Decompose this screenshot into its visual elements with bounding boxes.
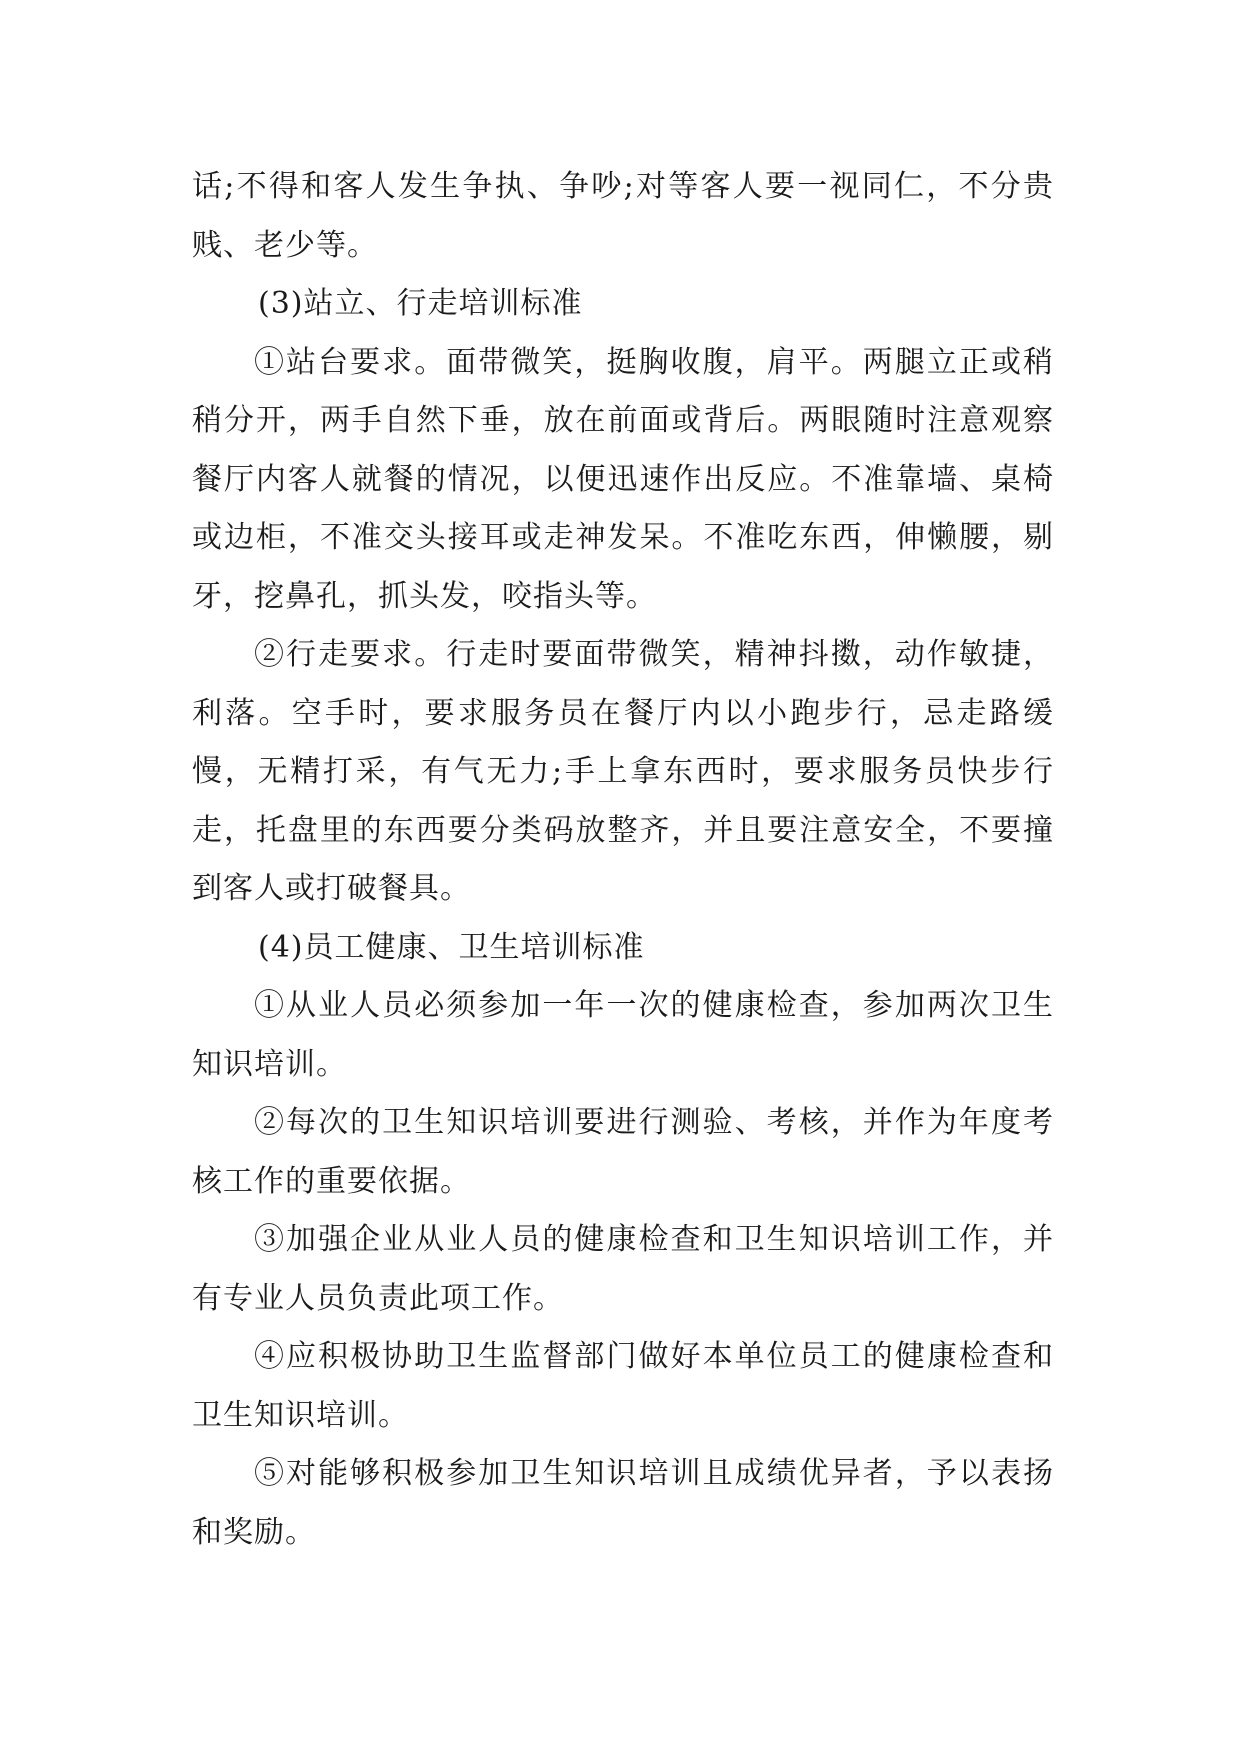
paragraph-health-item-3: ③加强企业从业人员的健康检查和卫生知识培训工作，并有专业人员负责此项工作。 — [192, 1222, 1054, 1316]
paragraph-health-item-2: ②每次的卫生知识培训要进行测验、考核，并作为年度考核工作的重要依据。 — [192, 1105, 1054, 1199]
document-body — [192, 158, 1054, 1562]
paragraph-continuation: 话;不得和客人发生争执、争吵;对等客人要一视同仁，不分贵贱、老少等。 — [192, 169, 1054, 263]
section-heading-standing-walking: (3)站立、行走培训标准 — [258, 286, 583, 321]
section-heading-health-hygiene: (4)员工健康、卫生培训标准 — [258, 929, 645, 965]
paragraph-health-item-1: ①从业人员必须参加一年一次的健康检查，参加两次卫生知识培训。 — [192, 988, 1054, 1082]
paragraph-health-item-4: ④应积极协助卫生监督部门做好本单位员工的健康检查和卫生知识培训。 — [192, 1339, 1054, 1433]
paragraph-health-item-5: ⑤对能够积极参加卫生知识培训且成绩优异者，予以表扬和奖励。 — [192, 1456, 1054, 1550]
paragraph-walking-requirements: ②行走要求。行走时要面带微笑，精神抖擞，动作敏捷，利落。空手时，要求服务员在餐厅内以小跑步行，忌走路缓慢，无精打采，有气无力;手上拿东西时，要求服务员快步行走，托盘里的东西要分类码放整齐，并且要注意安全，不要撞到客人或打破餐具。 — [192, 637, 1054, 906]
paragraph-standing-requirements: ①站台要求。面带微笑，挺胸收腹，肩平。两腿立正或稍稍分开，两手自然下垂，放在前面或背后。两眼随时注意观察餐厅内客人就餐的情况，以便迅速作出反应。不准靠墙、桌椅或边柜，不准交头接耳或走神发呆。不准吃东西，伸懒腰，剔牙，挖鼻孔，抓头发，咬指头等。 — [192, 344, 1054, 614]
